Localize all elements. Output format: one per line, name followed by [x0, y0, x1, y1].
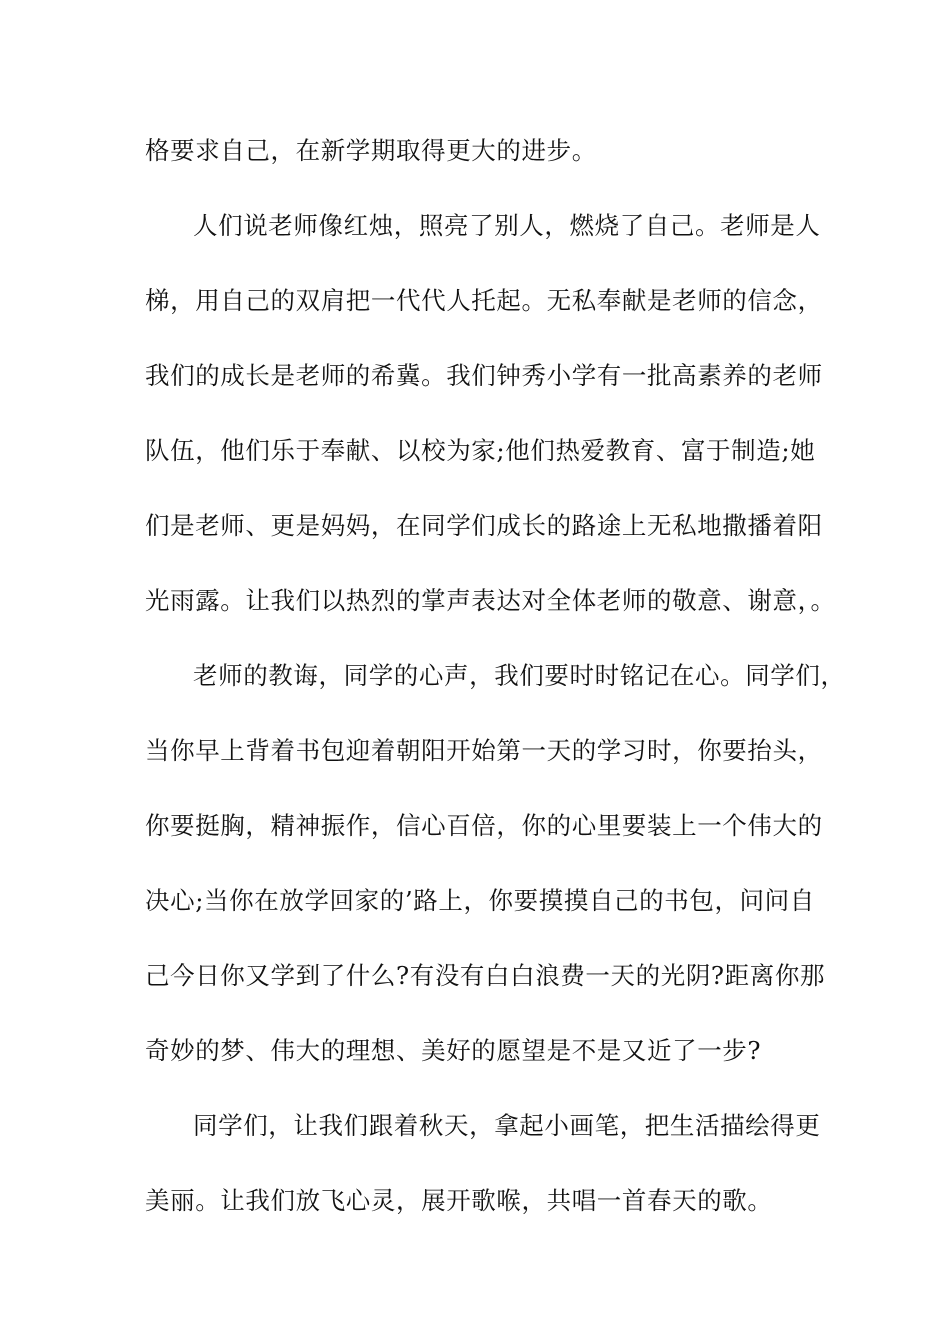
- text-line: 美丽。让我们放飞心灵，展开歌喉，共唱一首春天的歌。: [145, 1186, 773, 1215]
- text-line: 光雨露。让我们以热烈的掌声表达对全体老师的敬意、谢意，。: [145, 586, 836, 615]
- text-line: 己今日你又学到了什么?有没有白白浪费一天的光阴?距离你那: [145, 961, 826, 990]
- text-line: 我们的成长是老师的希冀。我们钟秀小学有一批高素养的老师: [145, 361, 823, 390]
- paragraph-first-line: 人们说老师像红烛，照亮了别人，燃烧了自己。老师是人: [193, 211, 821, 240]
- text-line: 决心;当你在放学回家的’路上，你要摸摸自己的书包，问问自: [145, 886, 815, 915]
- paragraph-first-line: 老师的教诲，同学的心声，我们要时时铭记在心。同学们，: [193, 661, 846, 690]
- text-line: 奇妙的梦、伟大的理想、美好的愿望是不是又近了一步?: [145, 1036, 762, 1065]
- text-line: 们是老师、更是妈妈，在同学们成长的路途上无私地撒播着阳: [145, 511, 823, 540]
- text-line: 梯，用自己的双肩把一代代人托起。无私奉献是老师的信念，: [145, 286, 823, 315]
- paragraph-first-line: 同学们，让我们跟着秋天，拿起小画笔，把生活描绘得更: [193, 1111, 821, 1140]
- text-line: 你要挺胸，精神振作，信心百倍，你的心里要装上一个伟大的: [145, 811, 823, 840]
- text-line: 格要求自己，在新学期取得更大的进步。: [145, 136, 597, 165]
- text-line: 队伍，他们乐于奉献、以校为家;他们热爱教育、富于制造;她: [145, 436, 816, 465]
- text-line: 当你早上背着书包迎着朝阳开始第一天的学习时，你要抬头，: [145, 736, 823, 765]
